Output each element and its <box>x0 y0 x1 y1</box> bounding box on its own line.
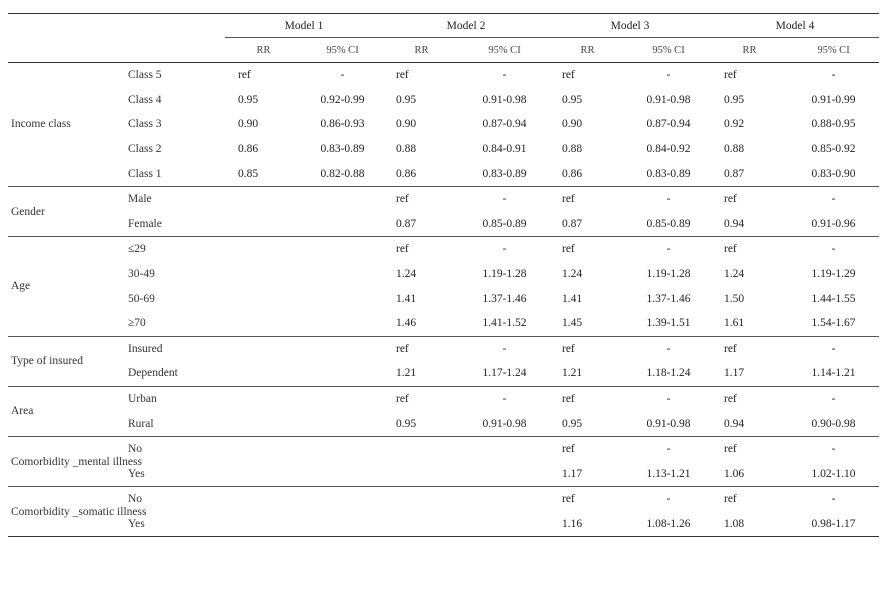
model-1-ci-cell: 0.83-0.89 <box>320 143 365 156</box>
model-3-ci-cell: 0.91-0.98 <box>646 93 691 106</box>
model-1-ci-cell <box>302 212 383 237</box>
table-row <box>8 386 879 411</box>
model-3-ci-cell: - <box>666 393 671 406</box>
ci-header: 95% CI <box>488 44 521 56</box>
model-2-rr-cell: 1.41 <box>396 292 417 305</box>
level-label: Male <box>128 193 152 206</box>
model-1-rr-cell <box>225 487 302 512</box>
model-4-rr-cell: 0.92 <box>724 118 745 131</box>
model-1-ci-cell: 0.86-0.93 <box>320 118 365 131</box>
table-body <box>8 63 879 537</box>
model-4-rr-cell: 0.94 <box>724 217 745 230</box>
model-3-rr-cell: 1.45 <box>562 317 583 330</box>
model-2-ci-cell <box>460 436 549 461</box>
model-3-rr-cell: 1.41 <box>562 292 583 305</box>
table-row <box>8 186 879 211</box>
model-1-ci-cell: 0.82-0.88 <box>320 167 365 180</box>
model-2-rr-cell: 1.24 <box>396 268 417 281</box>
model-1-ci-cell <box>302 512 383 537</box>
model-1-ci-cell <box>302 311 383 336</box>
model-3-rr-cell: ref <box>562 443 575 456</box>
ci-header: 95% CI <box>326 44 359 56</box>
model-3-rr-cell: ref <box>562 243 575 256</box>
model-1-rr-cell <box>225 411 302 436</box>
model-2-rr-cell <box>383 487 460 512</box>
level-label: Class 1 <box>128 167 162 180</box>
model-4-ci-cell: - <box>831 69 836 82</box>
model-1-rr-cell <box>225 361 302 386</box>
model-3-ci-cell: - <box>666 342 671 355</box>
variable-label: Type of insured <box>11 355 84 368</box>
model-4-rr-cell: 1.61 <box>724 317 745 330</box>
model-4-ci-cell: 0.90-0.98 <box>811 417 856 430</box>
rr-header: RR <box>742 44 757 56</box>
model-2-rr-cell: ref <box>396 342 409 355</box>
model-2-rr-cell <box>383 512 460 537</box>
model-3-rr-cell: ref <box>562 493 575 506</box>
model-1-rr-cell: ref <box>238 69 251 82</box>
variable-label: Comorbidity _mental illness <box>11 455 142 468</box>
model-1-ci-cell <box>302 487 383 512</box>
model-2-ci-cell: 1.41-1.52 <box>482 317 527 330</box>
model-1-rr-cell <box>225 311 302 336</box>
model-1-rr-cell <box>225 436 302 461</box>
regression-results-table <box>8 13 879 537</box>
model-2-ci-cell: 0.87-0.94 <box>482 118 527 131</box>
table-row <box>8 436 879 461</box>
model-4-ci-cell: 1.44-1.55 <box>811 292 856 305</box>
model-1-ci-cell <box>302 411 383 436</box>
model-2-ci-cell: 0.91-0.98 <box>482 93 527 106</box>
model-1-rr-cell <box>225 186 302 211</box>
model-4-ci-cell: 1.54-1.67 <box>811 317 856 330</box>
model-2-ci-cell <box>460 512 549 537</box>
model-1-ci-cell: 0.92-0.99 <box>320 93 365 106</box>
table-row <box>8 237 879 262</box>
model-1-header: Model 1 <box>225 14 383 38</box>
variable-label: Age <box>11 280 31 293</box>
model-2-ci-cell: 0.83-0.89 <box>482 167 527 180</box>
model-3-ci-cell: - <box>666 493 671 506</box>
model-4-rr-cell: ref <box>724 342 737 355</box>
model-1-rr-cell: 0.90 <box>238 118 259 131</box>
level-label: No <box>128 443 143 456</box>
model-4-ci-cell: - <box>831 443 836 456</box>
level-label: ≥70 <box>128 317 146 330</box>
model-4-ci-cell: 1.14-1.21 <box>811 367 856 380</box>
table-row <box>8 262 879 287</box>
model-2-ci-cell <box>460 462 549 487</box>
model-4-ci-cell: 1.19-1.29 <box>811 268 856 281</box>
model-4-rr-cell: 1.24 <box>724 268 745 281</box>
model-3-ci-cell: 1.08-1.26 <box>646 517 691 530</box>
model-3-rr-cell: ref <box>562 69 575 82</box>
model-2-ci-cell: 0.85-0.89 <box>482 217 527 230</box>
table-row <box>8 311 879 336</box>
model-4-rr-cell: 0.87 <box>724 167 745 180</box>
level-label: Yes <box>128 517 145 530</box>
empty-subheader-cell <box>8 38 225 63</box>
level-label: No <box>128 493 143 506</box>
model-3-rr-cell: 0.90 <box>562 118 583 131</box>
table-row <box>8 286 879 311</box>
table-row <box>8 411 879 436</box>
level-label: Urban <box>128 393 157 406</box>
table-row <box>8 63 879 88</box>
model-3-ci-cell: 0.87-0.94 <box>646 118 691 131</box>
model-2-rr-cell: ref <box>396 243 409 256</box>
model-3-rr-cell: ref <box>562 393 575 406</box>
model-4-ci-cell: 0.91-0.96 <box>811 217 856 230</box>
level-label: Class 3 <box>128 118 162 131</box>
table-row <box>8 487 879 512</box>
model-4-ci-cell: - <box>831 193 836 206</box>
model-3-ci-cell: 0.84-0.92 <box>646 143 691 156</box>
model-2-ci-cell: - <box>502 243 507 256</box>
ci-header: 95% CI <box>652 44 685 56</box>
model-3-ci-cell: - <box>666 243 671 256</box>
level-label: Yes <box>128 467 145 480</box>
model-4-ci-cell: 0.88-0.95 <box>811 118 856 131</box>
model-3-rr-cell: 0.95 <box>562 93 583 106</box>
model-1-ci-cell <box>302 237 383 262</box>
model-4-rr-cell: 1.50 <box>724 292 745 305</box>
variable-label: Gender <box>11 205 45 218</box>
model-2-ci-cell <box>460 487 549 512</box>
model-1-ci-cell <box>302 336 383 361</box>
ci-header: 95% CI <box>817 44 850 56</box>
model-2-rr-cell: 0.95 <box>396 417 417 430</box>
model-4-ci-cell: - <box>831 342 836 355</box>
model-2-ci-cell: 1.37-1.46 <box>482 292 527 305</box>
model-4-rr-cell: ref <box>724 193 737 206</box>
model-2-ci-cell: - <box>502 193 507 206</box>
variable-label: Area <box>11 405 34 418</box>
model-2-rr-cell: 0.88 <box>396 143 417 156</box>
model-4-header: Model 4 <box>711 14 879 38</box>
model-1-rr-cell <box>225 237 302 262</box>
model-2-rr-cell: 0.87 <box>396 217 417 230</box>
model-4-rr-cell: ref <box>724 243 737 256</box>
model-1-rr-cell <box>225 286 302 311</box>
model-4-rr-cell: 0.95 <box>724 93 745 106</box>
model-2-rr-cell: ref <box>396 393 409 406</box>
level-label: Insured <box>128 342 163 355</box>
table-row <box>8 161 879 186</box>
model-4-rr-cell: ref <box>724 443 737 456</box>
level-label: 50-69 <box>128 292 155 305</box>
model-4-rr-cell: 1.06 <box>724 467 745 480</box>
model-3-ci-cell: 0.83-0.89 <box>646 167 691 180</box>
level-label: ≤29 <box>128 243 146 256</box>
model-1-rr-cell <box>225 386 302 411</box>
model-1-ci-cell <box>302 262 383 287</box>
model-header-row <box>8 14 879 38</box>
level-label: Rural <box>128 417 154 430</box>
model-2-rr-cell: 0.86 <box>396 167 417 180</box>
model-4-rr-cell: ref <box>724 393 737 406</box>
model-4-ci-cell: - <box>831 393 836 406</box>
model-3-rr-cell: 0.86 <box>562 167 583 180</box>
model-3-ci-cell: 1.19-1.28 <box>646 268 691 281</box>
model-1-rr-cell: 0.86 <box>238 143 259 156</box>
model-1-ci-cell <box>302 361 383 386</box>
table-row <box>8 88 879 113</box>
model-3-rr-cell: ref <box>562 342 575 355</box>
model-2-rr-cell: 0.90 <box>396 118 417 131</box>
model-4-rr-cell: ref <box>724 69 737 82</box>
model-4-rr-cell: 1.17 <box>724 367 745 380</box>
model-3-rr-cell: 1.16 <box>562 517 583 530</box>
model-3-ci-cell: 1.13-1.21 <box>646 467 691 480</box>
model-4-ci-cell: - <box>831 243 836 256</box>
model-3-header: Model 3 <box>549 14 711 38</box>
model-1-rr-cell: 0.85 <box>238 167 259 180</box>
model-1-rr-cell <box>225 336 302 361</box>
model-1-ci-cell: - <box>340 69 345 82</box>
rr-header: RR <box>414 44 429 56</box>
model-4-rr-cell: 0.94 <box>724 417 745 430</box>
model-2-ci-cell: - <box>502 342 507 355</box>
model-2-rr-cell <box>383 462 460 487</box>
variable-label: Comorbidity _somatic illness <box>11 505 147 518</box>
level-label: Class 2 <box>128 143 162 156</box>
model-1-rr-cell <box>225 212 302 237</box>
model-3-ci-cell: - <box>666 193 671 206</box>
model-3-rr-cell: 0.88 <box>562 143 583 156</box>
table-row <box>8 112 879 137</box>
model-2-ci-cell: - <box>502 393 507 406</box>
model-3-rr-cell: 0.95 <box>562 417 583 430</box>
level-label: Class 5 <box>128 69 162 82</box>
model-3-ci-cell: 0.85-0.89 <box>646 217 691 230</box>
rr-header: RR <box>580 44 595 56</box>
model-1-ci-cell <box>302 436 383 461</box>
level-label: 30-49 <box>128 268 155 281</box>
model-3-ci-cell: 0.91-0.98 <box>646 417 691 430</box>
model-4-rr-cell: 0.88 <box>724 143 745 156</box>
model-1-rr-cell <box>225 462 302 487</box>
model-3-rr-cell: 1.24 <box>562 268 583 281</box>
subheader-row <box>8 38 879 63</box>
model-2-ci-cell: 1.17-1.24 <box>482 367 527 380</box>
level-label: Female <box>128 217 162 230</box>
model-4-ci-cell: 0.83-0.90 <box>811 167 856 180</box>
model-2-rr-cell: ref <box>396 69 409 82</box>
variable-label: Income class <box>11 118 71 131</box>
model-3-rr-cell: 1.21 <box>562 367 583 380</box>
model-4-ci-cell: 0.91-0.99 <box>811 93 856 106</box>
model-2-ci-cell: 0.91-0.98 <box>482 417 527 430</box>
model-3-ci-cell: - <box>666 443 671 456</box>
model-4-ci-cell: 0.98-1.17 <box>811 517 856 530</box>
model-3-rr-cell: 0.87 <box>562 217 583 230</box>
level-label: Dependent <box>128 367 178 380</box>
rr-header: RR <box>256 44 271 56</box>
model-1-ci-cell <box>302 386 383 411</box>
model-2-rr-cell: 0.95 <box>396 93 417 106</box>
model-1-ci-cell <box>302 462 383 487</box>
model-3-ci-cell: 1.18-1.24 <box>646 367 691 380</box>
table-row <box>8 212 879 237</box>
model-1-ci-cell <box>302 186 383 211</box>
level-label: Class 4 <box>128 93 162 106</box>
model-1-rr-cell: 0.95 <box>238 93 259 106</box>
model-4-rr-cell: ref <box>724 493 737 506</box>
table-row <box>8 361 879 386</box>
model-2-header: Model 2 <box>383 14 549 38</box>
empty-header-cell <box>8 14 225 38</box>
model-2-rr-cell <box>383 436 460 461</box>
model-2-rr-cell: ref <box>396 193 409 206</box>
model-3-rr-cell: 1.17 <box>562 467 583 480</box>
model-1-rr-cell <box>225 512 302 537</box>
model-2-rr-cell: 1.46 <box>396 317 417 330</box>
model-4-ci-cell: 0.85-0.92 <box>811 143 856 156</box>
model-3-ci-cell: - <box>666 69 671 82</box>
model-1-rr-cell <box>225 262 302 287</box>
model-4-ci-cell: - <box>831 493 836 506</box>
model-4-rr-cell: 1.08 <box>724 517 745 530</box>
model-2-ci-cell: 1.19-1.28 <box>482 268 527 281</box>
model-1-ci-cell <box>302 286 383 311</box>
model-3-ci-cell: 1.37-1.46 <box>646 292 691 305</box>
model-2-ci-cell: - <box>502 69 507 82</box>
table-row <box>8 137 879 162</box>
model-2-ci-cell: 0.84-0.91 <box>482 143 527 156</box>
model-3-rr-cell: ref <box>562 193 575 206</box>
table-row <box>8 336 879 361</box>
model-3-ci-cell: 1.39-1.51 <box>646 317 691 330</box>
model-4-ci-cell: 1.02-1.10 <box>811 467 856 480</box>
model-2-rr-cell: 1.21 <box>396 367 417 380</box>
